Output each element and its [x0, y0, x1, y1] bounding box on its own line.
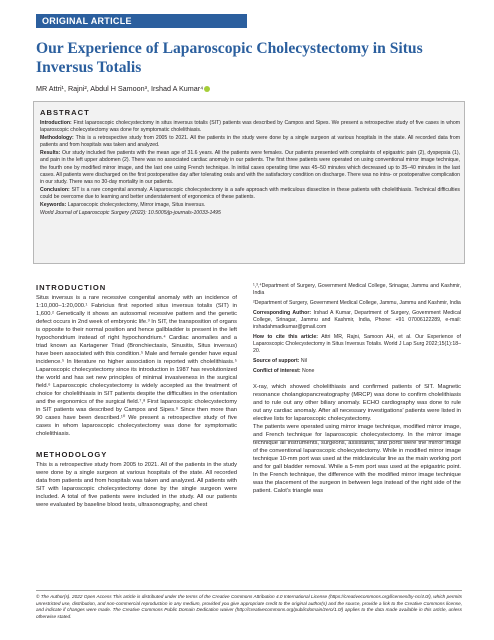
conflict-of-interest: [253, 368, 461, 375]
affiliation-1: ¹,³,⁴Department of Surgery, Government Medical College, Srinagar, Jammu and Kashmir, India: [253, 283, 461, 297]
introduction-heading: INTRODUCTION: [36, 283, 107, 292]
abstract-methodology-text: This is a retrospective study from 2005 to 2021. All the patients in the study were done by a single surgeon at various hospitals in the state. All recorded data from patients and from hospitals was taken and analyzed.: [40, 135, 460, 149]
orcid-icon[interactable]: [204, 86, 210, 92]
license-footer: © The Author(s). 2022 Open Access This article is distributed under the terms of the Creative Commons Attribution 4.0 International License (https://creativecommons.org/licenses/by-nc/4.0/), which permits unrestricted use, distribution, and non-commercial reproduction in any medium, provided you give appropriate credit to the original author(s) and the source, provide a link to the Creative Commons license, and indicate if changes were made. The Creative Commons Public Domain Dedication waiver (http://creativecommons.org/publicdomain/zero/1.0/) applies to the data made available in this article, unless otherwise stated.: [36, 590, 462, 620]
author-list: [36, 84, 466, 93]
source-of-support-text: Nil: [300, 358, 307, 365]
abstract-conclusion-label: Conclusion:: [40, 186, 70, 193]
article-title: Our Experience of Laparoscopic Cholecystectomy in Situs Inversus Totalis: [36, 40, 423, 76]
corresponding-author-label: Corresponding Author:: [253, 309, 312, 316]
abstract-methodology: [40, 135, 460, 149]
abstract-keywords: [40, 202, 460, 209]
source-of-support: [253, 358, 461, 365]
conflict-of-interest-text: None: [302, 367, 315, 374]
abstract-introduction-text: First laparoscopic cholecystectomy in situs inversus totalis (SIT) patients was described by Campos and Sipes. We present a retrospective study of five cases in whom laparoscopic cholecystectomy was done for symptomatic cholelithiasis.: [40, 120, 460, 134]
abstract-results-text: Our study included five patients with the mean age of 31.6 years. All the patients were females. Our patients presented with complaints of epigastric pain (2), dyspepsia (1), and pain in the left upper abdomen (2). There was no associated cardiac anomaly in our patients. The first three patients were operated on using conventional mirror image technique, the fourth one by modified mirror image, and the last one using French technique. In initial cases operating time was 45–50 minutes which decreased up to 35–40 minutes in the last cases. All patients were discharged on the first postoperative day after tolerating orals and with the satisfactory condition on discharge. There was no intra- or postoperative complication in our study. There was no 30-day mortality in our patients.: [40, 150, 460, 185]
methodology-paragraph: This is a retrospective study from 2005 to 2021. All of the patients in the study were done by a single surgeon at various hospitals of the state. All recorded data from patients and from hospitals was taken and analyzed. All patients with SIT with laparoscopic cholecystectomy done by the single surgeon were included. A total of five patients were included in the study. All our patients were evaluated by baseline blood tests, ultrasonography, and chest: [36, 461, 237, 508]
abstract-conclusion: [40, 187, 460, 201]
conflict-of-interest-label: Conflict of interest:: [253, 367, 301, 374]
left-column: [36, 283, 237, 510]
abstract-introduction: [40, 120, 460, 134]
affiliation-divider: [253, 440, 461, 441]
article-type-tag: ORIGINAL ARTICLE: [36, 14, 247, 28]
author-names: MR Attri¹, Rajni², Abdul H Samoon³, Irshad A Kumar⁴: [36, 84, 204, 93]
affiliation-2: ²Department of Surgery, Government Medical College, Jammu, Jammu and Kashmir, India: [253, 299, 461, 306]
abstract-box: [33, 101, 465, 264]
methodology-heading: METHODOLOGY: [36, 449, 108, 459]
abstract-conclusion-text: SIT is a rare congenital anomaly. A laparoscopic cholecystectomy is a safe approach with meticulous dissection in these patients with cholelithiasis. Technical difficulties could be overcome due to learning and better understatement of ergonomics of these patients.: [40, 186, 461, 200]
abstract-results-label: Results:: [40, 150, 61, 157]
methodology-paragraph-continued: X-ray, which showed cholelithiasis and confirmed patients of SIT. Magnetic resonance cholangiopancreatography (MRCP) was done to confirm cholelithiasis and to rule out any other biliary anomaly. ECHO cardiography was done to rule out any cardiac anomaly. After all necessary investigations' patients were listed in elective lists for laparoscopic cholecystectomy.: [253, 384, 461, 422]
introduction-paragraph: Situs inversus is a rare recessive congenital anomaly with an incidence of 1:10,000–1:20,000.¹ Fabricius first reported situs inversus totalis (SIT) in 1,600.² Genetically it shows an autosomal recessive pattern and the genetic defect occurs in 2nd week of embryonic life.³ In SIT, the transposition of organs is opposite to their normal position and hence gallbladder is present in the left hypochondrium instead of right hypochondrium.⁴ Cardiac anomalies and a triad known as Kartagener Triad (Bronchiectasis, Sinusitis, Situs inversus) have been associated with this condition.⁵ Male and female gender have equal incidence.⁵ In literature no higher association is reported with cholelithiasis.⁵ Laparoscopic cholecystectomy since its introduction in 1987 has revolutionized the world and has set new principles of minimal invasiveness in the surgical field.⁶ Laparoscopic cholecystectomy is widely accepted as the treatment of choice for cholelithiasis in SIT patients despite the difficulties in the orientation and the ergonomics of the surgical field.⁷,⁸ First laparoscopic cholecystectomy in SIT patients was described by Campos and Sipes.⁹ Since then more than 90 cases have been described.¹⁰ We present a retrospective study of five cases in whom laparoscopic cholecystectomy was done for symptomatic cholelithiasis.: [36, 295, 237, 437]
corresponding-author: [253, 310, 461, 331]
source-of-support-label: Source of support:: [253, 358, 300, 365]
how-to-cite: [253, 334, 461, 355]
technique-paragraph: The patients were operated using mirror image technique, modified mirror image, and French technique for laparoscopic cholecystectomy. In the mirror image technique all instruments, surgeons, assistants, and ports were the mirror image of the conventional laparoscopic cholecystectomy. While in modified mirror image technique 10-mm port was used at the midclavicular line as the main working port and for gall bladder removal. While a 5-mm port was used at the epigastric point. In the French technique, the difference with the modified mirror image technique was the placement of the surgeon in between legs instead of the right side of the patient. Calot's triangle was: [253, 423, 461, 494]
how-to-cite-text: Attri MR, Rajni, Samoon AH, et al. Our Experience of Laparoscopic Cholecystectomy in Situs Inversus Totalis. World J Lap Surg 2022;15(1):18–20.: [253, 333, 461, 355]
abstract-introduction-label: Introduction:: [40, 120, 72, 126]
abstract-methodology-label: Methodology:: [40, 135, 74, 142]
abstract-keywords-label: Keywords:: [40, 201, 67, 208]
right-column: [253, 283, 461, 496]
how-to-cite-label: How to cite this article:: [253, 333, 318, 340]
abstract-heading: ABSTRACT: [40, 108, 90, 117]
abstract-keywords-text: Laparoscopic cholecystectomy, Mirror image, Situs inversus.: [67, 201, 206, 208]
methodology-body: [36, 462, 237, 510]
introduction-body: [36, 295, 237, 439]
corresponding-author-text: Irshad A Kumar, Department of Surgery, Government Medical College, Srinagar, Jammu and Kashmir, India, Phone: +91 07006122289, e-mail: irshadahmadkumar@gmail.com: [253, 309, 461, 331]
abstract-results: [40, 150, 460, 186]
journal-citation: World Journal of Laparoscopic Surgery (2022): 10.5005/jp-journals-10033-1495: [40, 209, 221, 216]
